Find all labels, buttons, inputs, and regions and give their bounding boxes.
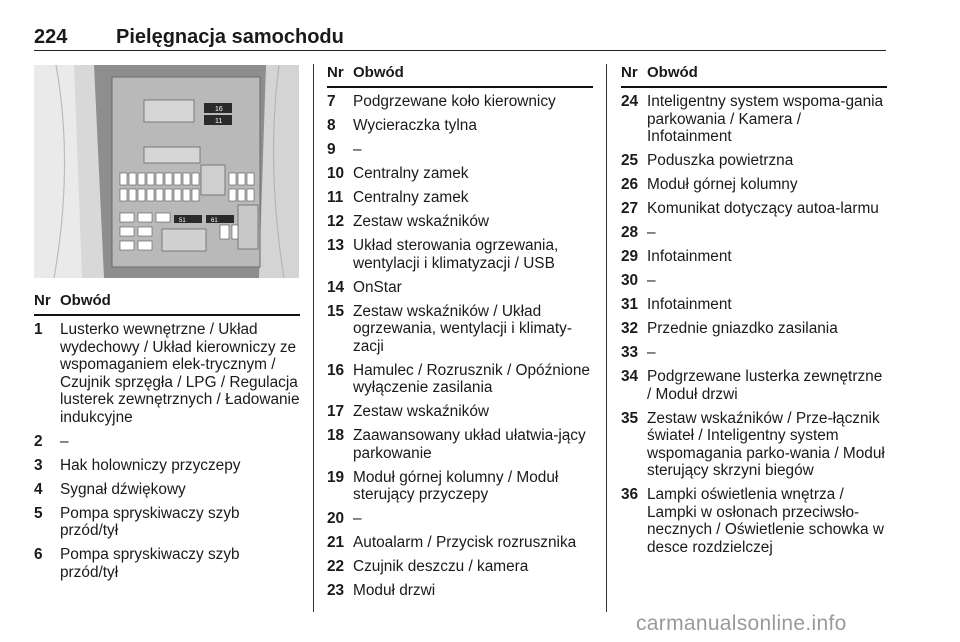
fuse-circuit: Hamulec / Rozrusznik / Opóźnione wyłączenie zasilania	[353, 361, 590, 396]
fuse-row	[327, 558, 593, 576]
fuse-number: 10	[327, 165, 345, 182]
header-circuit: Obwód	[353, 64, 404, 81]
fuse-number: 29	[621, 248, 639, 265]
fuse-number: 14	[327, 278, 345, 296]
fuse-row	[327, 427, 593, 462]
column-divider	[606, 64, 607, 612]
fuse-number: 25	[621, 152, 639, 169]
fuse-circuit: Układ sterowania ogrzewania, wentylacji i klimatyzacji / USB	[353, 237, 559, 272]
fuse-circuit: Zestaw wskaźników / Układ ogrzewania, wentylacji i klimaty-zacji	[353, 302, 572, 355]
column-divider	[313, 64, 314, 612]
fuse-number: 26	[621, 176, 639, 193]
fuse-circuit: Inteligentny system wspoma-gania parkowania / Kamera / Infotainment	[647, 93, 884, 145]
page-title: Pielęgnacja samochodu	[116, 26, 344, 48]
fuse-circuit: Podgrzewane koło kierownicy	[353, 93, 556, 110]
fuse-circuit: Infotainment	[647, 248, 732, 265]
fuse-row	[621, 272, 887, 290]
fuse-row	[34, 481, 300, 499]
fuse-row	[621, 152, 887, 170]
fuse-circuit: –	[647, 272, 656, 289]
fuse-rows	[621, 93, 887, 556]
fuse-circuit: Autoalarm / Przycisk rozrusznika	[353, 534, 577, 551]
fuse-circuit: –	[353, 141, 362, 158]
fuse-box-illustration	[34, 65, 299, 278]
fuse-row	[327, 362, 593, 397]
fuse-number: 33	[621, 344, 639, 361]
fuse-number: 8	[327, 117, 336, 134]
fuse-row	[327, 213, 593, 231]
fuse-number: 1	[34, 321, 43, 338]
page-number: 224	[34, 26, 68, 48]
fuse-number: 30	[621, 272, 639, 289]
header-circuit: Obwód	[647, 64, 698, 81]
fuse-number: 28	[621, 224, 639, 241]
fuse-number: 32	[621, 320, 639, 337]
fuse-row	[621, 224, 887, 242]
fuse-row	[327, 279, 593, 297]
fuse-number: 34	[621, 368, 639, 385]
table-header	[327, 64, 593, 88]
fuse-circuit: –	[647, 224, 656, 241]
fuse-circuit: Moduł górnej kolumny / Moduł sterujący przyczepy	[353, 468, 559, 503]
fuse-circuit: Zaawansowany układ ułatwia-jący parkowanie	[353, 427, 586, 462]
fuse-row	[621, 410, 887, 480]
fuse-circuit: Centralny zamek	[353, 189, 469, 206]
fuse-circuit: –	[60, 432, 69, 450]
fuse-circuit: OnStar	[353, 278, 402, 296]
fuse-number: 19	[327, 468, 345, 486]
fuse-box-drawing	[34, 65, 299, 278]
fuse-row	[327, 534, 593, 552]
fuse-circuit: Pompa spryskiwaczy szyb przód/tył	[60, 546, 240, 581]
fuse-row	[34, 321, 300, 426]
fuse-circuit: Hak holowniczy przyczepy	[60, 456, 241, 474]
fuse-row	[327, 141, 593, 159]
fuse-number: 18	[327, 427, 345, 444]
fuse-circuit: Poduszka powietrzna	[647, 152, 794, 169]
fuse-circuit: Wycieraczka tylna	[353, 117, 477, 134]
header-circuit: Obwód	[60, 292, 111, 309]
fuse-number: 2	[34, 432, 43, 450]
fuse-number: 5	[34, 504, 43, 522]
watermark: carmanualsonline.info	[636, 612, 847, 635]
fuse-number: 27	[621, 200, 639, 217]
fuse-circuit: Infotainment	[647, 296, 732, 313]
fuse-circuit: Lampki oświetlenia wnętrza / Lampki w osłonach przeciwsło-necznych / Oświetlenie schowka w desce rozdzielczej	[647, 486, 884, 556]
fuse-circuit: Lusterko wewnętrzne / Układ wydechowy / Układ kierowniczy ze wspomaganiem elek-trycznym / Czujnik sprzęgła / LPG / Regulacja lusterek zewnętrznych / Ładowanie indukcyjne	[60, 321, 300, 426]
fuse-row	[327, 469, 593, 504]
fuse-label-61: 61	[211, 218, 218, 224]
fuse-circuit: Zestaw wskaźników	[353, 213, 489, 230]
fuse-circuit: Pompa spryskiwaczy szyb przód/tył	[60, 504, 240, 539]
fuse-label-16: 16	[215, 106, 223, 113]
fuse-row	[621, 296, 887, 314]
fuse-number: 6	[34, 546, 43, 563]
fuse-number: 12	[327, 213, 345, 230]
fuse-number: 20	[327, 510, 345, 527]
fuse-row	[621, 344, 887, 362]
fuse-number: 3	[34, 456, 43, 474]
fuse-row	[327, 93, 593, 111]
fuse-circuit: Moduł górnej kolumny	[647, 176, 798, 193]
fuse-number: 17	[327, 403, 345, 420]
fuse-table-column-1	[34, 292, 300, 588]
fuse-number: 16	[327, 361, 345, 379]
fuse-row	[327, 189, 593, 207]
fuse-circuit: –	[353, 510, 362, 527]
table-header	[621, 64, 887, 88]
fuse-number: 35	[621, 409, 639, 427]
fuse-circuit: Zestaw wskaźników	[353, 403, 489, 420]
fuse-circuit: –	[647, 344, 656, 361]
fuse-circuit: Czujnik deszczu / kamera	[353, 558, 529, 575]
page-header	[34, 26, 886, 51]
fuse-number: 24	[621, 93, 639, 110]
fuse-number: 23	[327, 582, 345, 599]
fuse-row	[621, 320, 887, 338]
fuse-rows	[34, 321, 300, 581]
fuse-number: 4	[34, 480, 43, 498]
fuse-label-11: 11	[215, 118, 223, 125]
fuse-number: 22	[327, 558, 345, 575]
header-nr: Nr	[34, 292, 51, 309]
header-nr: Nr	[621, 64, 638, 81]
fuse-row	[327, 303, 593, 356]
header-nr: Nr	[327, 64, 344, 81]
fuse-row	[621, 93, 887, 146]
fuse-label-51: 51	[179, 218, 186, 224]
fuse-row	[327, 403, 593, 421]
fuse-circuit: Podgrzewane lusterka zewnętrzne / Moduł drzwi	[647, 368, 883, 403]
fuse-number: 7	[327, 93, 336, 110]
fuse-table-column-3	[621, 64, 887, 563]
fuse-circuit: Komunikat dotyczący autoa-larmu	[647, 200, 879, 217]
fuse-number: 13	[327, 237, 345, 254]
fuse-row	[621, 368, 887, 403]
fuse-row	[621, 200, 887, 218]
fuse-number: 21	[327, 534, 345, 551]
fuse-circuit: Przednie gniazdko zasilania	[647, 320, 838, 337]
fuse-row	[327, 510, 593, 528]
fuse-number: 9	[327, 141, 336, 158]
fuse-row	[34, 433, 300, 451]
fuse-number: 15	[327, 302, 345, 320]
fuse-circuit: Moduł drzwi	[353, 582, 436, 599]
fuse-row	[34, 505, 300, 540]
fuse-circuit: Centralny zamek	[353, 165, 469, 182]
fuse-row	[327, 237, 593, 272]
fuse-number: 11	[327, 189, 344, 206]
fuse-circuit: Zestaw wskaźników / Prze-łącznik świateł / Inteligentny system wspomagania parko-wania / Moduł sterujący skrzyni biegów	[647, 409, 885, 479]
fuse-row	[327, 165, 593, 183]
fuse-row	[621, 248, 887, 266]
fuse-circuit: Sygnał dźwiękowy	[60, 480, 186, 498]
fuse-row	[621, 486, 887, 556]
fuse-table-column-2	[327, 64, 593, 606]
fuse-row	[34, 546, 300, 581]
fuse-row	[327, 117, 593, 135]
fuse-rows	[327, 93, 593, 600]
fuse-row	[327, 582, 593, 600]
fuse-row	[621, 176, 887, 194]
fuse-number: 36	[621, 486, 639, 503]
fuse-number: 31	[621, 296, 639, 313]
fuse-row	[34, 457, 300, 475]
table-header	[34, 292, 300, 316]
